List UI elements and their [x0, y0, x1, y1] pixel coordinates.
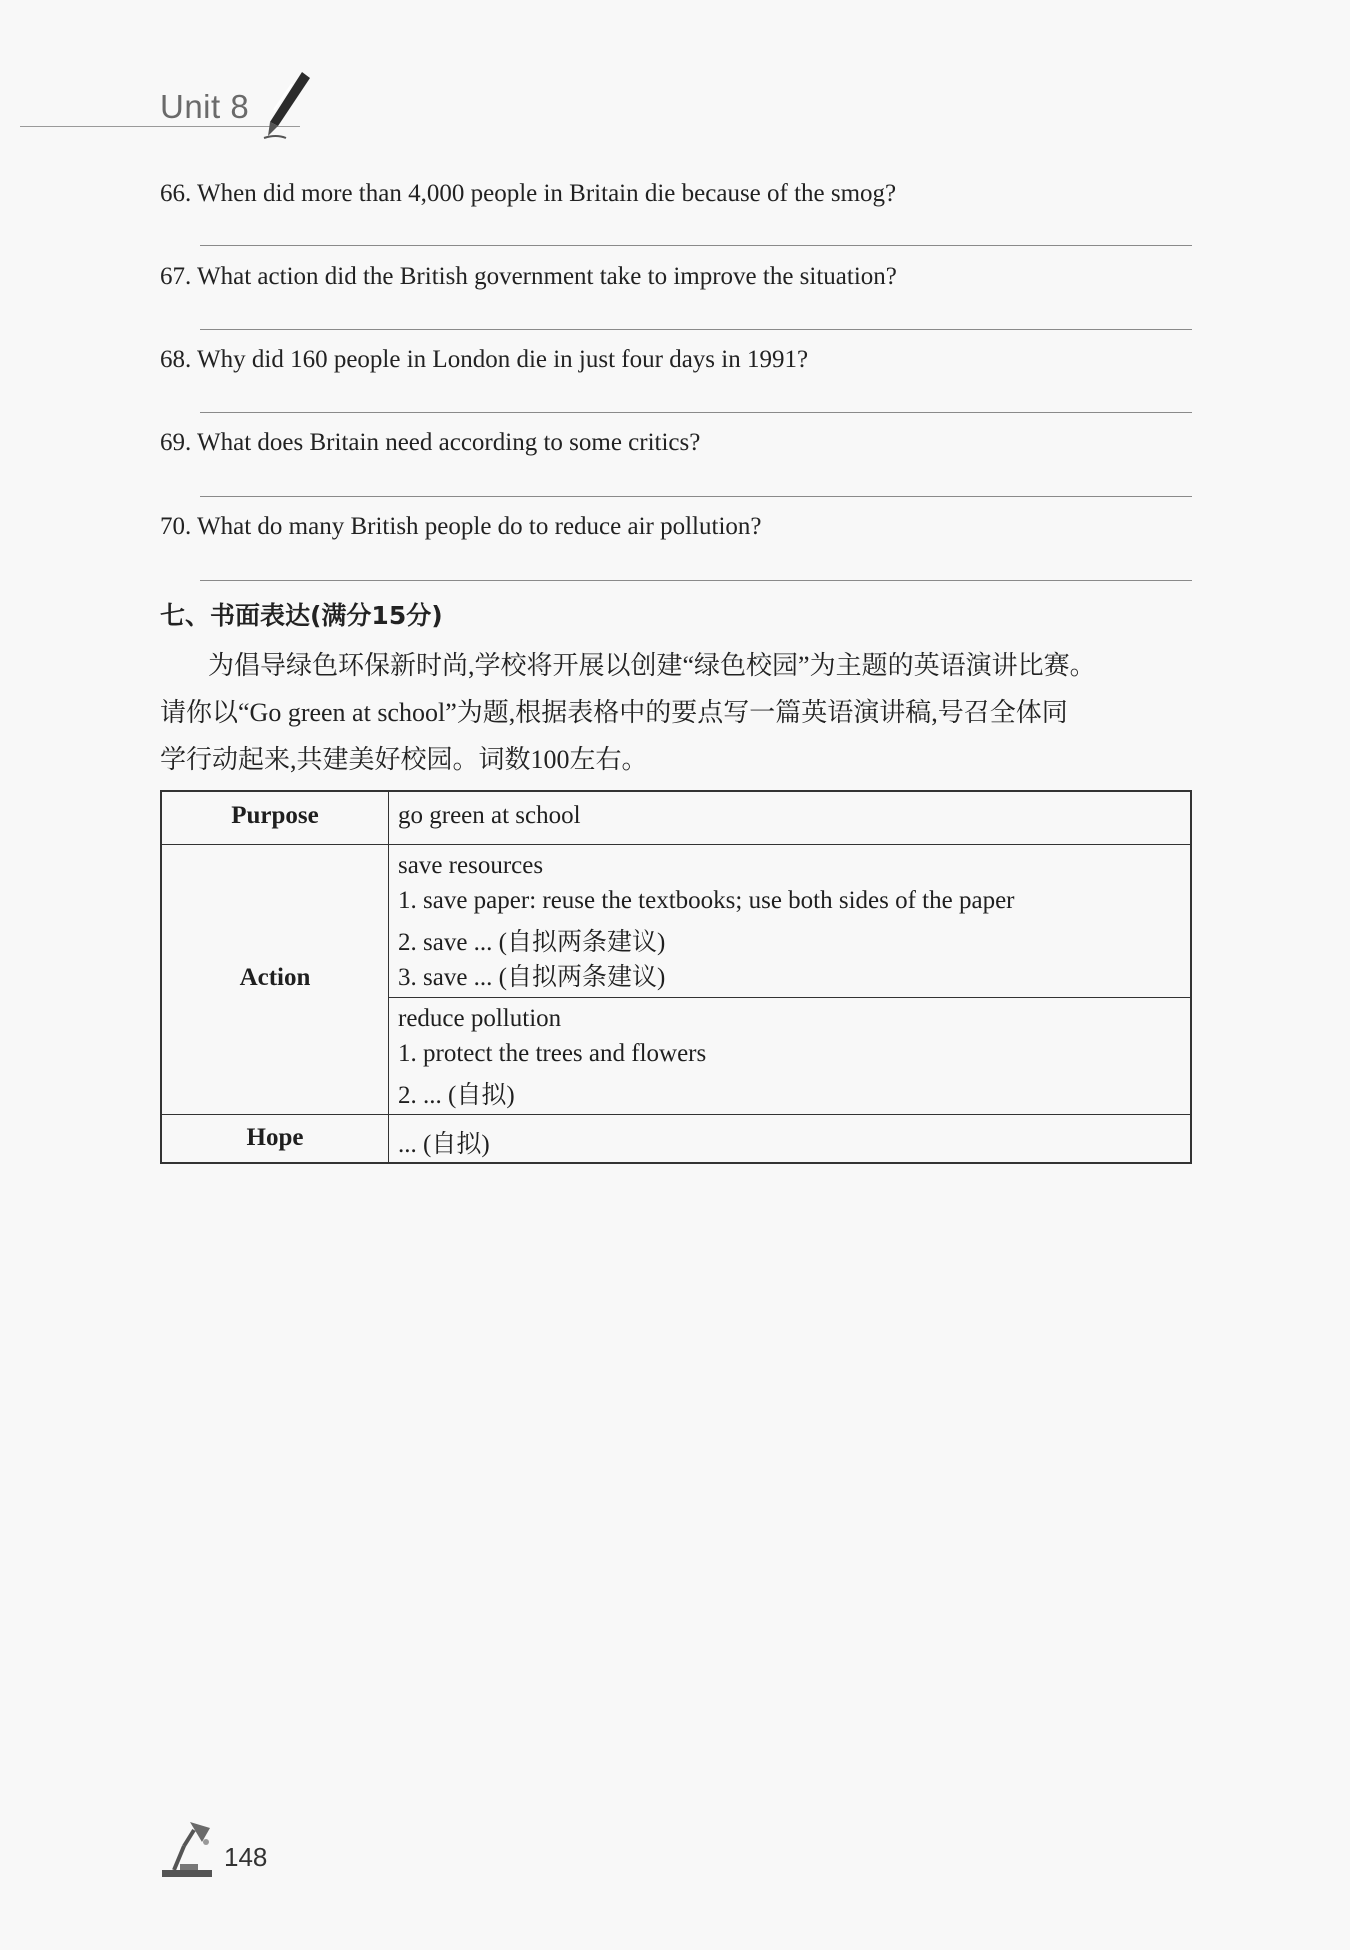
answer-line-69[interactable]: [200, 496, 1192, 497]
page-number: 148: [224, 1842, 268, 1872]
answer-line-70[interactable]: [200, 580, 1192, 581]
question-66: 66. When did more than 4,000 people in Britain die because of the smog?: [160, 180, 897, 207]
question-68: 68. Why did 160 people in London die in just four days in 1991?: [160, 346, 809, 373]
answer-line-68[interactable]: [200, 412, 1192, 413]
save-item-3: 3. save ... (自拟两条建议): [398, 964, 666, 991]
writing-prompt-line-3: 学行动起来,共建美好校园。词数100左右。: [160, 745, 648, 774]
table-row-divider: [388, 997, 1190, 998]
page-header: [0, 70, 1350, 140]
action-label: Action: [239, 964, 311, 991]
question-67: 67. What action did the British government take to improve the situation?: [160, 263, 897, 290]
hope-label: Hope: [246, 1124, 304, 1151]
reduce-item-2: 2. ... (自拟): [398, 1082, 515, 1109]
save-resources-heading: save resources: [398, 852, 544, 879]
save-item-2: 2. save ... (自拟两条建议): [398, 929, 666, 956]
header-rule: [20, 126, 300, 127]
purpose-label: Purpose: [231, 802, 319, 829]
unit-title: Unit 8: [160, 88, 250, 125]
table-row-divider: [162, 1114, 1190, 1115]
table-row-divider: [162, 844, 1190, 845]
desk-lamp-icon: [160, 1818, 216, 1878]
purpose-value: go green at school: [398, 802, 581, 829]
outline-table: [160, 790, 1192, 1164]
reduce-pollution-heading: reduce pollution: [398, 1005, 562, 1032]
table-column-divider: [388, 792, 389, 1162]
writing-prompt-line-1: 为倡导绿色环保新时尚,学校将开展以创建“绿色校园”为主题的英语演讲比赛。: [208, 651, 1096, 680]
hope-value: ... (自拟): [398, 1131, 490, 1158]
writing-section-title: 七、书面表达(满分15分): [160, 601, 443, 630]
answer-line-67[interactable]: [200, 329, 1192, 330]
question-69: 69. What does Britain need according to some critics?: [160, 429, 701, 456]
question-70: 70. What do many British people do to reduce air pollution?: [160, 513, 762, 540]
save-item-1: 1. save paper: reuse the textbooks; use both sides of the paper: [398, 887, 1015, 914]
reduce-item-1: 1. protect the trees and flowers: [398, 1040, 707, 1067]
pen-icon: [262, 70, 312, 140]
answer-line-66[interactable]: [200, 245, 1192, 246]
writing-prompt-line-2: 请你以“Go green at school”为题,根据表格中的要点写一篇英语演讲稿,号召全体同: [160, 698, 1068, 727]
